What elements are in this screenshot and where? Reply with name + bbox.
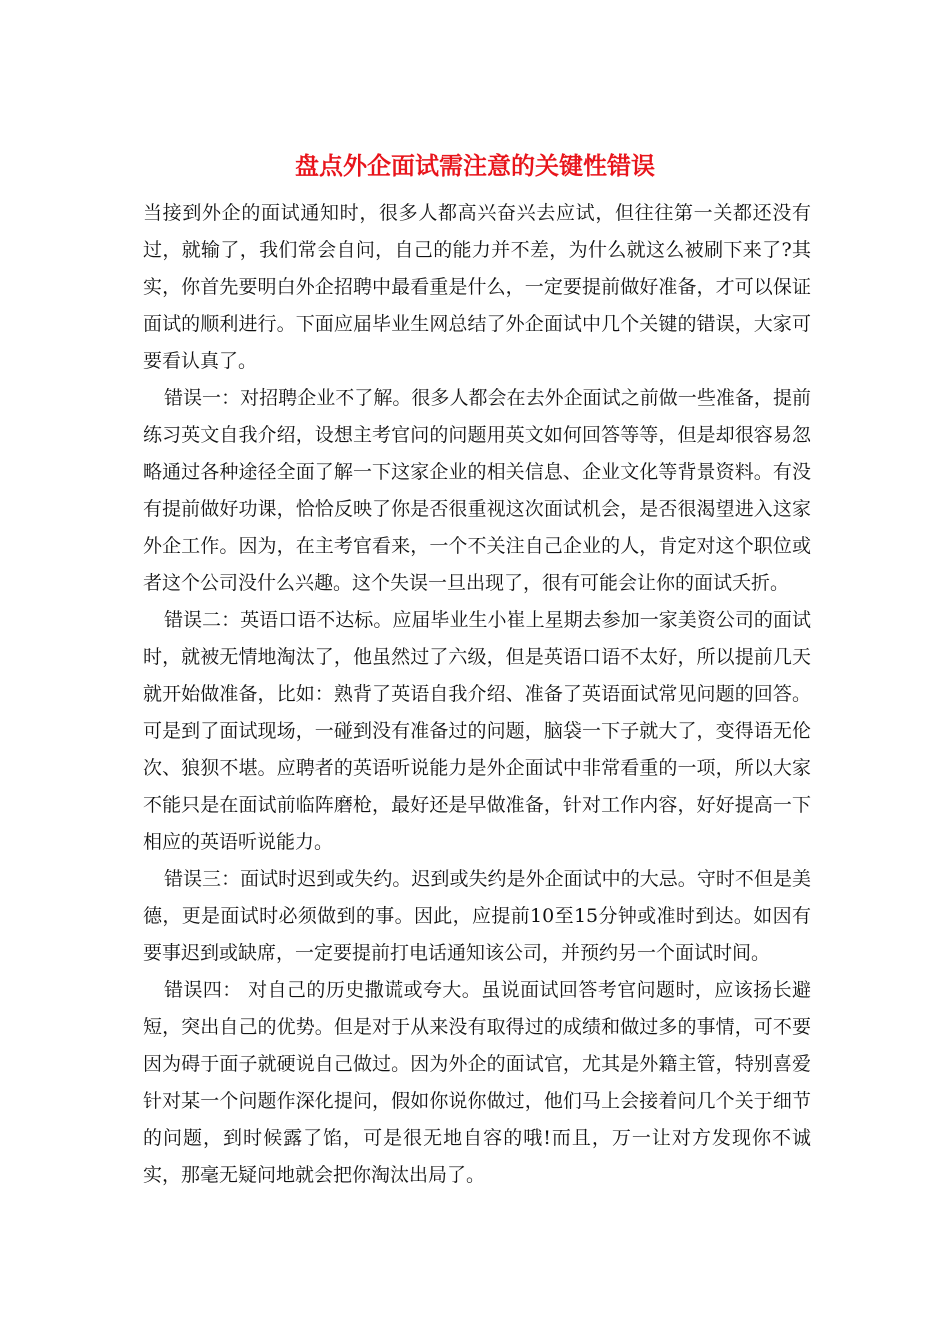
- document-title: 盘点外企面试需注意的关键性错误: [295, 151, 655, 180]
- paragraph-mistake-3: 错误三：面试时迟到或失约。迟到或失约是外企面试中的大忌。守时不但是美德，更是面试时必须做到的事。因此，应提前10至15分钟或准时到达。如因有要事迟到或缺席，一定要提前打电话通知该公司，并预约另一个面试时间。: [143, 868, 811, 964]
- document-body: [143, 195, 811, 1194]
- paragraph-mistake-1: 错误一：对招聘企业不了解。很多人都会在去外企面试之前做一些准备，提前练习英文自我介绍，设想主考官问的问题用英文如何回答等等，但是却很容易忽略通过各种途径全面了解一下这家企业的相关信息、企业文化等背景资料。有没有提前做好功课，恰恰反映了你是否很重视这次面试机会，是否很渴望进入这家外企工作。因为，在主考官看来，一个不关注自己企业的人，肯定对这个职位或者这个公司没什么兴趣。这个失误一旦出现了，很有可能会让你的面试夭折。: [143, 387, 811, 594]
- paragraph-mistake-2: 错误二：英语口语不达标。应届毕业生小崔上星期去参加一家美资公司的面试时，就被无情地淘汰了，他虽然过了六级，但是英语口语不太好，所以提前几天就开始做准备，比如：熟背了英语自我介绍、准备了英语面试常见问题的回答。可是到了面试现场，一碰到没有准备过的问题，脑袋一下子就大了，变得语无伦次、狼狈不堪。应聘者的英语听说能力是外企面试中非常看重的一项，所以大家不能只是在面试前临阵磨枪，最好还是早做准备，针对工作内容，好好提高一下相应的英语听说能力。: [143, 609, 811, 853]
- paragraph-mistake-4: 错误四： 对自己的历史撒谎或夸大。虽说面试回答考官问题时，应该扬长避短，突出自己的优势。但是对于从来没有取得过的成绩和做过多的事情，可不要因为碍于面子就硬说自己做过。因为外企的面试官，尤其是外籍主管，特别喜爱针对某一个问题作深化提问，假如你说你做过，他们马上会接着问几个关于细节的问题，到时候露了馅，可是很无地自容的哦!而且，万一让对方发现你不诚实，那毫无疑问地就会把你淘汰出局了。: [143, 979, 811, 1186]
- paragraph-intro: 当接到外企的面试通知时，很多人都高兴奋兴去应试，但往往第一关都还没有过，就输了，我们常会自问，自己的能力并不差，为什么就这么被刷下来了?其实，你首先要明白外企招聘中最看重是什么，一定要提前做好准备，才可以保证面试的顺利进行。下面应届毕业生网总结了外企面试中几个关键的错误，大家可要看认真了。: [143, 202, 811, 372]
